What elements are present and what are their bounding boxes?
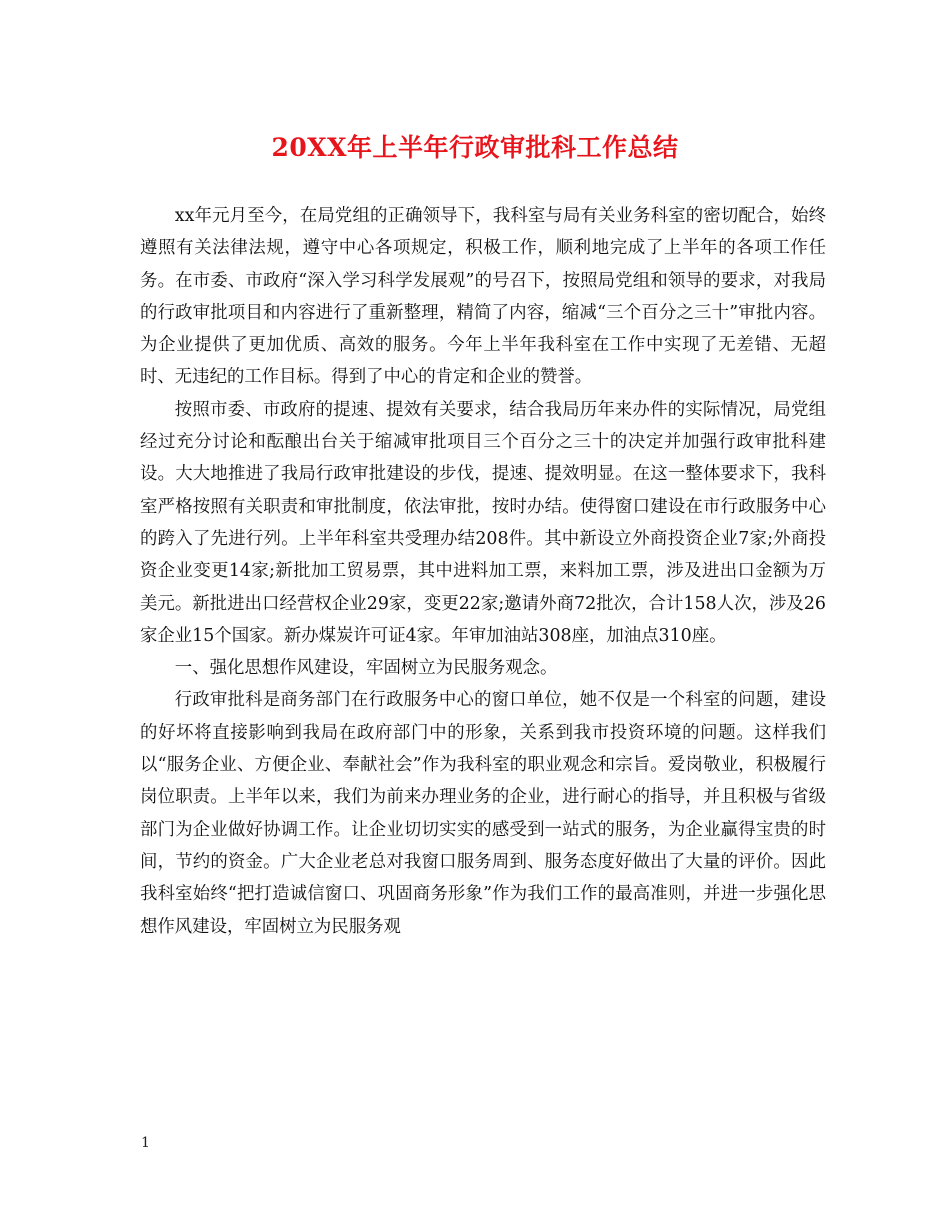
paragraph-intro: xx年元月至今，在局党组的正确领导下，我科室与局有关业务科室的密切配合，始终遵照有关法律法规，遵守中心各项规定，积极工作，顺利地完成了上半年的各项工作任务。在市委、市政府“深入学习科学发展观”的号召下，按照局党组和领导的要求，对我局的行政审批项目和内容进行了重新整理，精简了内容，缩减“三个百分之三十”审批内容。为企业提供了更加优质、高效的服务。今年上半年我科室在工作中实现了无差错、无超时、无违纪的工作目标。得到了中心的肯定和企业的赞誉。	[140, 206, 826, 388]
section-heading-1: 一、强化思想作风建设，牢固树立为民服务观念。	[174, 658, 558, 679]
paragraph-statistics: 按照市委、市政府的提速、提效有关要求，结合我局历年来办件的实际情况，局党组经过充分讨论和酝酿出台关于缩减审批项目三个百分之三十的决定并加强行政审批科建设。大大地推进了我局行政审批建设的步伐，提速、提效明显。在这一整体要求下，我科室严格按照有关职责和审批制度，依法审批，按时办结。使得窗口建设在市行政服务中心的跨入了先进行列。上半年科室共受理办结208件。其中新设立外商投资企业7家;外商投资企业变更14家;新批加工贸易票，其中进料加工票，来料加工票，涉及进出口金额为万美元。新批进出口经营权企业29家，变更22家;邀请外商72批次，合计158人次，涉及26家企业15个国家。新办煤炭许可证4家。年审加油站308座，加油点310座。	[140, 399, 826, 646]
document-title: 20XX年上半年行政审批科工作总结	[271, 133, 679, 162]
document-body	[140, 200, 826, 943]
paragraph-section-1: 行政审批科是商务部门在行政服务中心的窗口单位，她不仅是一个科室的问题，建设的好坏将直接影响到我局在政府部门中的形象，关系到我市投资环境的问题。这样我们以“服务企业、方便企业、奉献社会”作为我科室的职业观念和宗旨。爱岗敬业，积极履行岗位职责。上半年以来，我们为前来办理业务的企业，进行耐心的指导，并且积极与省级部门为企业做好协调工作。让企业切切实实的感受到一站式的服务，为企业赢得宝贵的时间，节约的资金。广大企业老总对我窗口服务周到、服务态度好做出了大量的评价。因此我科室始终“把打造诚信窗口、巩固商务形象”作为我们工作的最高准则，并进一步强化思想作风建设，牢固树立为民服务观	[140, 690, 826, 937]
page-number: 1	[141, 1135, 150, 1151]
